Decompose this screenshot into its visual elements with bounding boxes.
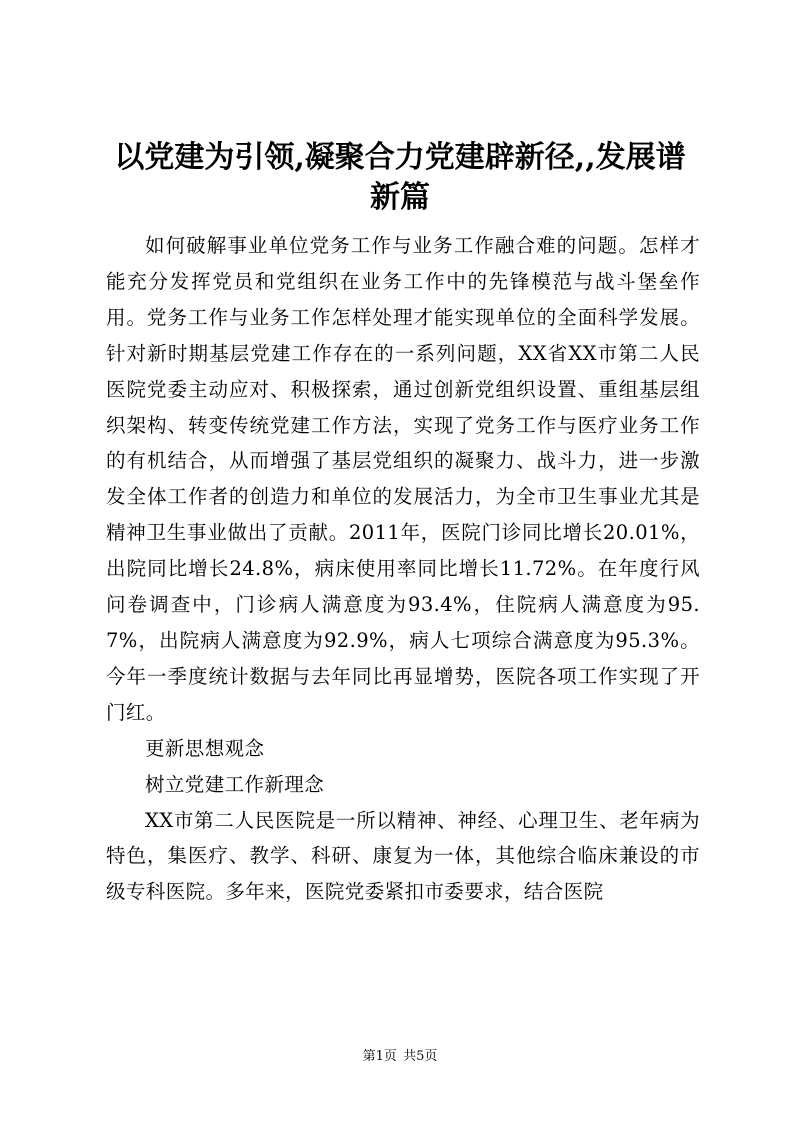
page-footer — [0, 1048, 800, 1066]
document-title — [100, 138, 700, 218]
paragraph-heading-update-thinking: 更新思想观念 — [145, 736, 265, 760]
title-line-1: 以党建为引领,凝聚合力党建辟新径,,发展谱 — [114, 140, 686, 175]
total-pages: 共5页 — [403, 1049, 438, 1064]
paragraph-intro: 如何破解事业单位党务工作与业务工作融合难的问题。怎样才能充分发挥党员和党组织在业务工作中的先锋模范与战斗堡垒作用。党务工作与业务工作怎样处理才能实现单位的全面科学发展。针对新时期基层党建工作存在的一系列问题，XX省XX市第二人民医院党委主动应对、积极探索，通过创新党组织设置、重组基层组织架构、转变传统党建工作方法，实现了党务工作与医疗业务工作的有机结合，从而增强了基层党组织的凝聚力、战斗力，进一步激发全体工作者的创造力和单位的发展活力，为全市卫生事业尤其是精神卫生事业做出了贡献。2011年，医院门诊同比增长20.01%，出院同比增长24.8%，病床使用率同比增长11.72%。在年度行风问卷调查中，门诊病人满意度为93.4%，住院病人满意度为95.7%，出院病人满意度为92.9%，病人七项综合满意度为95.3%。今年一季度统计数据与去年同比再显增势，医院各项工作实现了开门红。 — [106, 234, 700, 724]
paragraph-hospital-intro: XX市第二人民医院是一所以精神、神经、心理卫生、老年病为特色，集医疗、教学、科研、康复为一体，其他综合临床兼设的市级专科医院。多年来，医院党委紧扣市委要求，结合医院 — [106, 808, 700, 904]
title-line-2: 新篇 — [370, 180, 430, 215]
page-number: 第1页 — [362, 1049, 397, 1064]
paragraph-heading-new-concept: 树立党建工作新理念 — [145, 772, 325, 796]
document-body — [106, 228, 700, 910]
